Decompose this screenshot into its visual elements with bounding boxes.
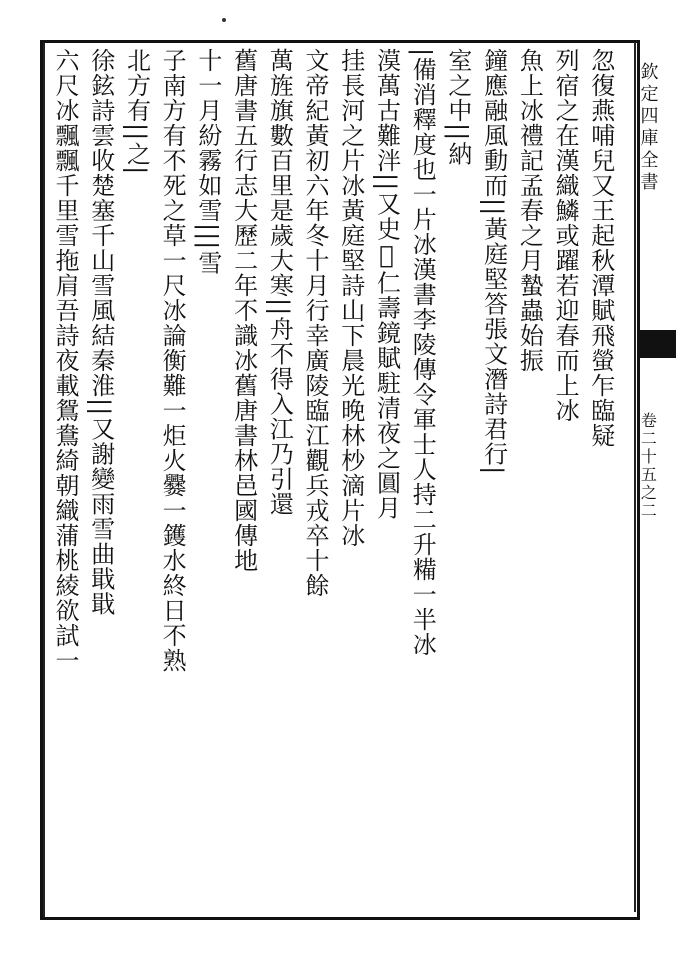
text-column-12: 十一月紛霧如雪|||雪: [193, 48, 222, 276]
text-column-4: 鐘應融風動而||黃庭堅答張文潛詩君行|: [479, 48, 508, 476]
text-column-3: 魚上冰禮記孟春之月蟄蟲始振: [515, 48, 544, 373]
text-column-14: 北方有||之|: [122, 48, 151, 176]
text-column-15: 徐鉉詩雲收楚塞千山雪風結秦淮||又謝變雨雪曲戢戢: [86, 48, 115, 617]
left-inner-rule: [43, 43, 45, 917]
text-column-13: 子南方有不死之草一尺冰論衡難一炬火爨一鑊水終日不熟: [158, 48, 187, 673]
margin-title-text: 欽定四庫全書: [637, 62, 659, 194]
margin-juan: [636, 412, 658, 520]
text-body: [48, 48, 618, 912]
text-column-10: 萬旌旗數百里是歲大寒||舟不得入江乃引還: [265, 48, 294, 517]
text-column-7: 漠萬古難泮||又史𤄊仁壽鏡賦駐清夜之圓月: [372, 48, 401, 521]
text-column-5: 室之中||納: [443, 48, 472, 167]
text-column-2: 列宿之在漢織鱗或躍若迎春而上冰: [551, 48, 580, 423]
fishtail-block: [640, 330, 676, 358]
margin-strip: [634, 42, 658, 912]
text-column-8: 挂長河之片冰黃庭堅詩山下晨光晚林杪滴片冰: [336, 48, 365, 548]
text-column-9: 文帝紀黃初六年冬十月行幸廣陵臨江觀兵戎卒十餘: [301, 48, 330, 598]
top-speck: [222, 18, 226, 22]
text-column-1: 忽復燕哺兒又王起秋潭賦飛螢乍臨疑: [586, 48, 615, 448]
margin-juan-text: 卷二十五之二: [638, 412, 658, 520]
margin-title: [636, 62, 658, 194]
text-column-16: 六尺冰飄飄千里雪拖肩吾詩夜載鴛鴦綺朝織蒲桃綾欲試一: [51, 48, 79, 673]
text-column-11: 舊唐書五行志大歷二年不識冰舊唐書林邑國傳地: [229, 48, 258, 573]
text-column-6: |備消釋度也一片冰漢書李陵傳令軍士人持二升糒一半冰: [408, 48, 437, 658]
